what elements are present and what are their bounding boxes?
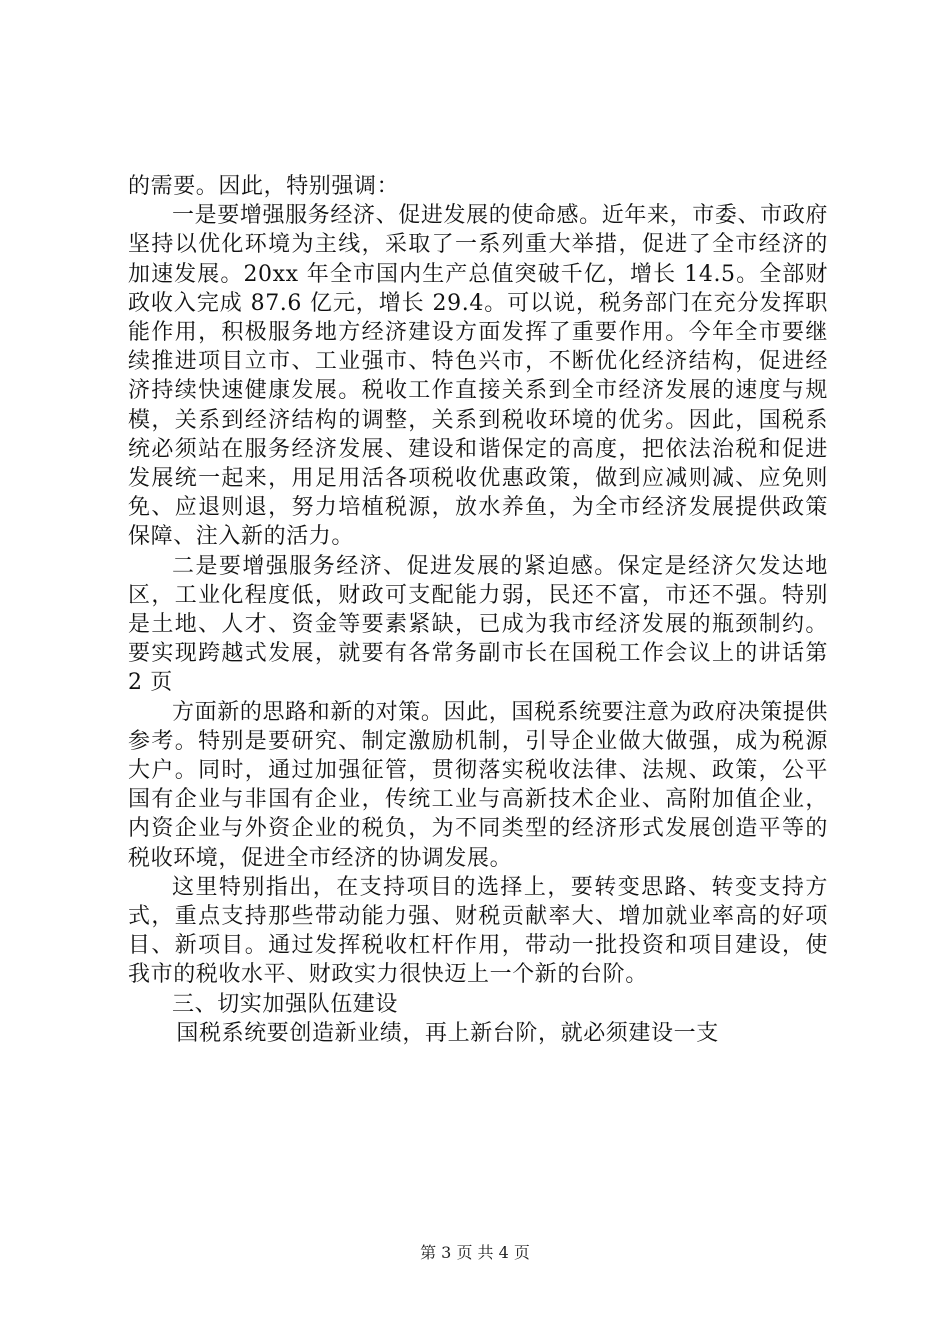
section-heading-team-building: 三、切实加强队伍建设 (172, 991, 399, 1017)
paragraph-new-ideas: 方面新的思路和新的对策。因此，国税系统要注意为政府决策提供参考。特别是要研究、制定激励机制，引导企业做大做强，成为税源大户。同时，通过加强征管，贯彻落实税收法律、法规、政策，公平国有企业与非国有企业，传统工业与高新技术企业、高附加值企业，内资企业与外资企业的税负，为不同类型的经济形式发展创造平等的税收环境，促进全市经济的协调发展。 (128, 699, 828, 871)
page-footer: 第 3 页 共 4 页 (420, 1243, 530, 1262)
paragraph-project-support: 这里特别指出，在支持项目的选择上，要转变思路、转变支持方式，重点支持那些带动能力强、财税贡献率大、增加就业率高的好项目、新项目。通过发挥税收杠杆作用，带动一批投资和项目建设，使我市的税收水平、财政实力很快迈上一个新的台阶。 (128, 874, 828, 988)
paragraph-intro: 的需要。因此，特别强调： (128, 174, 400, 199)
document-body (128, 172, 828, 1048)
paragraph-point-one: 一是要增强服务经济、促进发展的使命感。近年来，市委、市政府坚持以优化环境为主线，采取了一系列重大举措，促进了全市经济的加速发展。20xx 年全市国内生产总值突破千亿，增长 14.5。全部财政收入完成 87.6 亿元，增长 29.4。可以说，税务部门在充分发挥职能作用，积极服务地方经济建设方面发挥了重要作用。今年全市要继续推进项目立市、工业强市、特色兴市，不断优化经济结构，促进经济持续快速健康发展。税收工作直接关系到全市经济发展的速度与规模，关系到经济结构的调整，关系到税收环境的优劣。因此，国税系统必须站在服务经济发展、建设和谐保定的高度，把依法治税和促进发展统一起来，用足用活各项税收优惠政策，做到应减则减、应免则免、应退则退，努力培植税源，放水养鱼，为全市经济发展提供政策保障、注入新的活力。 (128, 203, 828, 550)
paragraph-team-building: 国税系统要创造新业绩，再上新台阶，就必须建设一支 (176, 1020, 719, 1046)
paragraph-point-two: 二是要增强服务经济、促进发展的紧迫感。保定是经济欠发达地区，工业化程度低，财政可支配能力弱，民还不富，市还不强。特别是土地、人才、资金等要素紧缺，已成为我市经济发展的瓶颈制约。要实现跨越式发展，就要有各常务副市长在国税工作会议上的讲话第 2 页 (128, 553, 828, 696)
